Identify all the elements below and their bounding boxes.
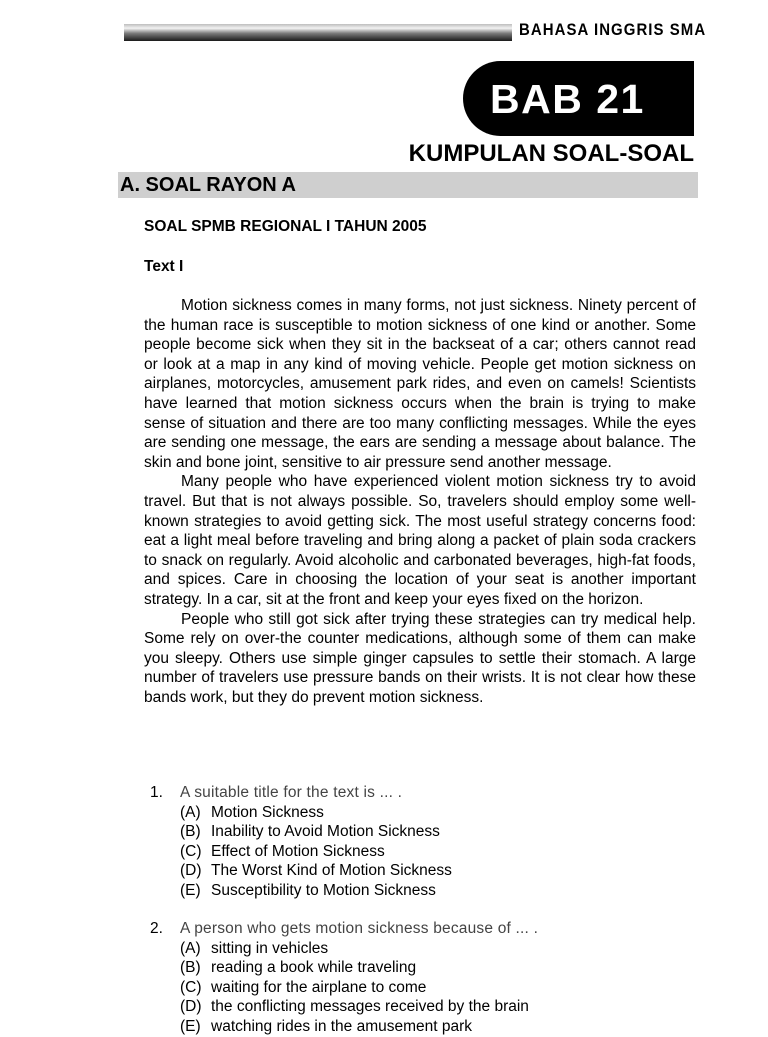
option-letter: (C)	[180, 842, 202, 860]
chapter-subtitle: KUMPULAN SOAL-SOAL	[408, 140, 694, 167]
option-text: waiting for the airplane to come	[211, 978, 427, 996]
option-text: sitting in vehicles	[211, 939, 329, 957]
passage-paragraph: People who still got sick after trying these strategies can try medical help. Some rely on over-the counter medications, although some of them can make you sleepy. Others use simple ginger capsules to settle their stomach. A large number of travelers use pressure bands on their wrists. It is not clear how these bands work, but they do prevent motion sickness.	[144, 610, 696, 706]
option-letter: (E)	[180, 881, 201, 899]
answer-option	[150, 1017, 698, 1037]
section-title: A. SOAL RAYON A	[120, 174, 296, 196]
passage-paragraph: Many people who have experienced violent motion sickness try to avoid travel. But that is not always possible. So, travelers should employ some well-known strategies to avoid getting sick. The most useful strategy concerns food: eat a light meal before traveling and bring along a packet of plain soda crackers to snack on regularly. Avoid alcoholic and carbonated beverages, high-fat foods, and spices. Care in choosing the location of your seat is another important strategy. In a car, sit at the front and keep your eyes fixed on the horizon.	[144, 473, 696, 608]
answer-option	[150, 939, 698, 959]
option-text: watching rides in the amusement park	[211, 1017, 473, 1035]
question-1	[150, 783, 698, 901]
option-text: Effect of Motion Sickness	[211, 842, 385, 860]
option-letter: (D)	[180, 862, 202, 880]
option-letter: (B)	[180, 823, 201, 841]
answer-option	[150, 822, 698, 842]
option-letter: (A)	[180, 803, 201, 821]
option-letter: (D)	[180, 998, 202, 1016]
question-number: 1.	[150, 784, 163, 801]
option-text: Motion Sickness	[211, 803, 324, 821]
option-letter: (C)	[180, 978, 202, 996]
answer-option	[150, 978, 698, 998]
question-number: 2.	[150, 920, 163, 937]
option-text: Inability to Avoid Motion Sickness	[211, 823, 440, 841]
answer-option	[150, 881, 698, 901]
option-text: the conflicting messages received by the brain	[211, 998, 529, 1016]
book-series-label: BAHASA INGGRIS SMA	[519, 20, 707, 39]
answer-option	[150, 997, 698, 1017]
header-rule-bar	[124, 24, 512, 41]
option-text: Susceptibility to Motion Sickness	[211, 881, 436, 899]
question-stem: A suitable title for the text is ... .	[180, 784, 403, 801]
reading-passage	[144, 296, 696, 707]
option-text: reading a book while traveling	[211, 959, 417, 977]
question-2	[150, 919, 698, 1037]
answer-option	[150, 803, 698, 823]
answer-option	[150, 958, 698, 978]
answer-option	[150, 842, 698, 862]
option-letter: (A)	[180, 939, 201, 957]
chapter-title: BAB 21	[490, 76, 645, 122]
passage-paragraph: Motion sickness comes in many forms, not just sickness. Ninety percent of the human race is susceptible to motion sickness of one kind or another. Some people become sick when they sit in the backseat of a car; others cannot read or look at a map in any kind of moving vehicle. People get motion sickness on airplanes, motorcycles, amusement park rides, and even on camels! Scientists have learned that motion sickness occurs when the brain is trying to make sense of situation and there are too many conflicting messages. While the eyes are sending one message, the ears are sending a message about balance. The skin and bone joint, sensitive to air pressure send another message.	[144, 297, 696, 471]
text-label: Text I	[144, 258, 184, 275]
option-text: The Worst Kind of Motion Sickness	[211, 862, 452, 880]
option-letter: (B)	[180, 959, 201, 977]
answer-option	[150, 861, 698, 881]
exam-heading: SOAL SPMB REGIONAL I TAHUN 2005	[144, 218, 427, 235]
option-letter: (E)	[180, 1017, 201, 1035]
question-stem: A person who gets motion sickness because of ... .	[180, 920, 539, 937]
